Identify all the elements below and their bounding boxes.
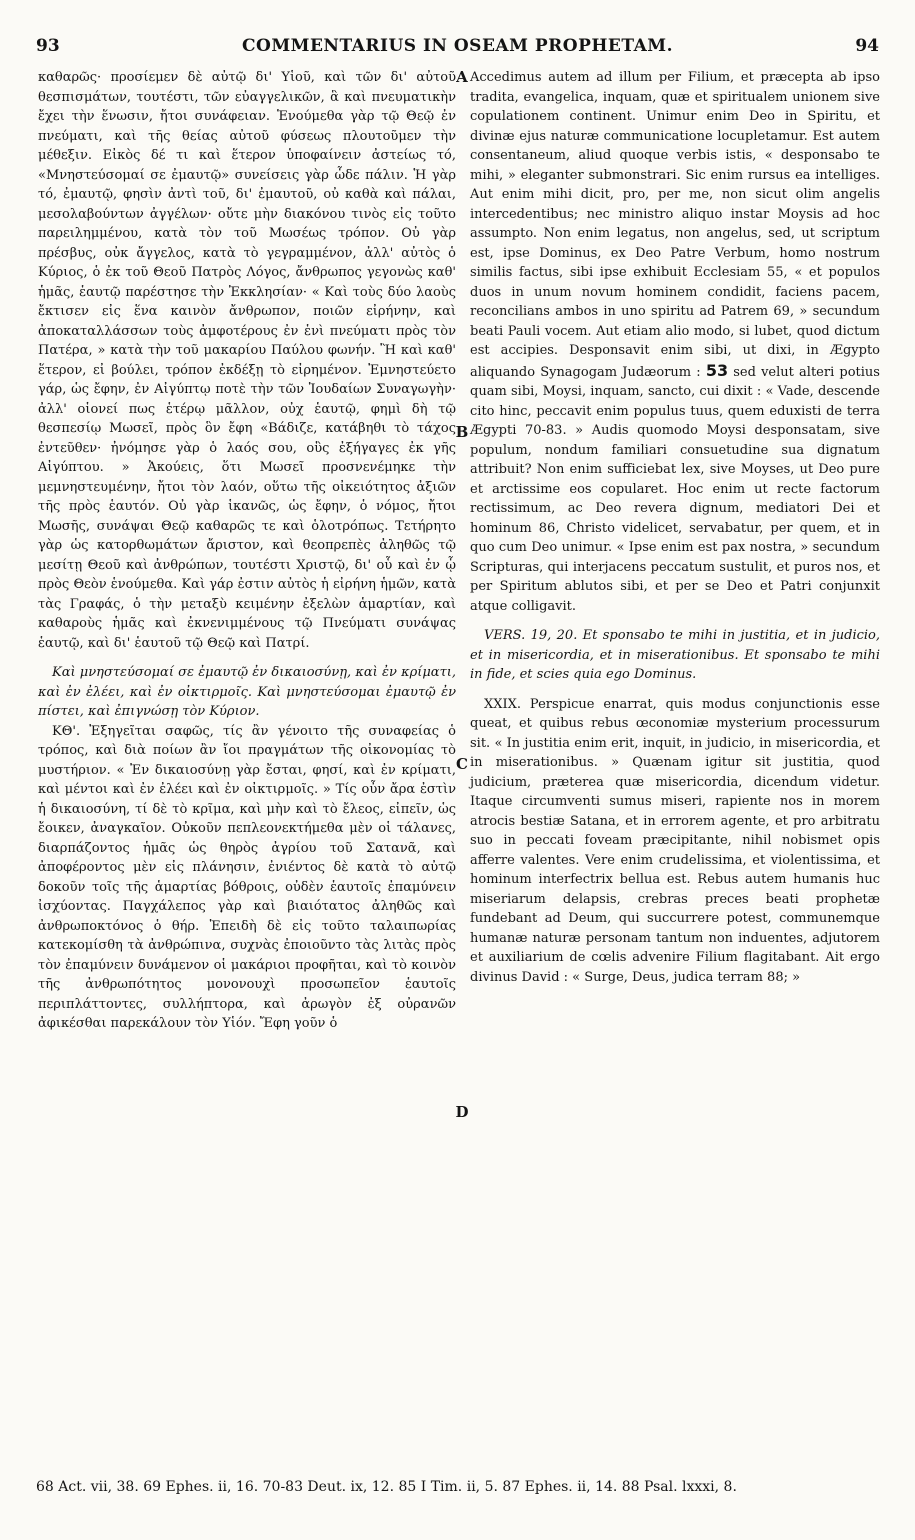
latin-paragraph: XXIX. Perspicue enarrat, quis modus conjunctionis esse queat, et quibus rebus œconomiæ mysterium processurum sit. « In justitia enim erit, inquit, in judicio, in misericordia, et in miserationibus. » Quænam igitur sit justitia, quod judicium, præterea quæ misericordia, dicendum videtur. Itaque circumventi sumus miseri, rapiente nos in morem atrocis bestiæ Satana, et in errorem agente, et pro arbitratu suo in peccati foveam præcipitante, nihil nobismet opis afferre valentes. Vere enim crudelissima, et violentissima, et hominum interfectrix bellua est. Rebus autem humanis huc miseriarum delapsis, crebras preces beati prophetæ fundebant ad Deum, qui succurrere potest, communemque humanæ naturæ personam tantum non induentes, adjutorem et auxiliarium de cœlis advenire Filium flagitabant. Ait ergo divinus David : « Surge, Deus, judica terram 88; » (470, 696, 880, 985)
page-number-right: 94 (855, 36, 879, 56)
latin-verse: VERS. 19, 20. Et sponsabo te mihi in justitia, et in judicio, et in misericordia, et in miserationibus. Et sponsabo te mihi in fide, et scies quia ego Dominus. (470, 628, 880, 682)
greek-column (38, 68, 456, 1034)
margin-letter-a: A (456, 68, 468, 86)
column-number: 53 (705, 360, 729, 380)
greek-verse: Καὶ μνηστεύσομαί σε ἐμαυτῷ ἐν δικαιοσύνῃ, καὶ ἐν κρίματι, καὶ ἐν ἐλέει, καὶ ἐν οἰκτιρμοῖς. Καὶ μνηστεύσομαι ἐμαυτῷ ἐν πίστει, καὶ ἐπιγνώσῃ τὸν Κύριον. (38, 665, 456, 719)
margin-letter-c: C (456, 755, 468, 773)
page-number-left: 93 (36, 36, 60, 56)
latin-text: sed velut alteri potius quam sibi, Moysi, inquam, sancto, cui dixit : « Vade, descende cito hinc, peccavit enim populus tuus, quem eduxisti de terra Ægypti 70-83. » Audis quomodo Moysi desponsatam, sive populum, nondum familiari consuetudine sua dignatum attribuit? Non enim sufficiebat lex, sive Moyses, ut Deo pure et arctissime eos copularet. Hoc enim ut recte factorum rectissimum, ac Deo revera dignum, mediatori Dei et hominum 86, Christo videlicet, servabatur, per quem, et in quo cum Deo unimur. « Ipse enim est pax nostra, » secundum Scripturas, qui interjacens peccatum sustulit, et puros nos, et per Spiritum ablutos sibi, et per se Deo et Patri conjunxit atque colligavit. (470, 364, 880, 614)
greek-paragraph: καθαρῶς· προσίεμεν δὲ αὐτῷ δι' Υἱοῦ, καὶ τῶν δι' αὐτοῦ θεσπισμάτων, τουτέστι, τῶν εὐαγγελικῶν, ἃ καὶ πνευματικὴν ἔχει τὴν ἕνωσιν, ἤτοι συνάφειαν. Ἑνούμεθα γὰρ τῷ Θεῷ ἐν πνεύματι, καὶ τῆς θείας αὐτοῦ φύσεως πλουτοῦμεν τὴν μέθεξιν. Εἰκὸς δέ τι καὶ ἕτερον ὑποφαίνειν ἀστείως τό, «Μνηστεύσομαί σε ἐμαυτῷ» συνείσεις γὰρ ὧδε πάλιν. Ἡ γὰρ τό, ἐμαυτῷ, φησὶν ἀντὶ τοῦ, δι' ἐμαυτοῦ, οὐ καθὰ καὶ πάλαι, μεσολαβούντων ἀγγέλων· οὔτε μὴν διακόνου τινὸς εἰς τοῦτο παρειλημμένου, κατὰ τὸν τοῦ Μωσέως τρόπον. Οὐ γὰρ πρέσβυς, οὐκ ἄγγελος, κατὰ τὸ γεγραμμένον, ἀλλ' αὐτὸς ὁ Κύριος, ὁ ἐκ τοῦ Θεοῦ Πατρὸς Λόγος, ἄνθρωπος γεγονὼς καθ' ἡμᾶς, ἑαυτῷ παρέστησε τὴν Ἐκκλησίαν· « Καὶ τοὺς δύο λαοὺς ἔκτισεν εἰς ἕνα καινὸν ἄνθρωπον, ποιῶν εἰρήνην, καὶ ἀποκαταλλάσσων τοὺς ἀμφοτέρους ἐν ἑνὶ πνεύματι πρὸς τὸν Πατέρα, » κατὰ τὴν τοῦ μακαρίου Παύλου φωνήν. Ἢ καὶ καθ' ἕτερον, εἰ βούλει, τρόπον ἐκδέξῃ τὸ εἰρημένον. Ἐμνηστεύετο γάρ, ὡς ἔφην, ἐν Αἰγύπτῳ ποτὲ τὴν τῶν Ἰουδαίων Συναγωγὴν· ἀλλ' οἱονεί πως ἑτέρῳ μᾶλλον, οὐχ ἑαυτῷ, φημὶ δὴ τῷ θεσπεσίῳ Μωσεῖ, πρὸς ὃν ἔφη «Βάδιζε, κατάβηθι τὸ τάχος ἐντεῦθεν· ἠνόμησε γὰρ ὁ λαός σου, οὓς ἐξήγαγες ἐκ γῆς Αἰγύπτου. » Ἀκούεις, ὅτι Μωσεῖ προσνενέμηκε τὴν μεμνηστευμένην, ἤτοι τὸν λαόν, οὕτω τῆς οἰκειότητος ἀξιῶν τῆς πρὸς ἑαυτόν. Οὐ γὰρ ἱκανῶς, ὡς ἔφην, ὁ νόμος, ἤτοι Μωσῆς, συνάψαι Θεῷ καθαρῶς τε καὶ ὁλοτρόπως. Τετήρητο γὰρ ὡς κατορθωμάτων ἄριστον, καὶ θεοπρεπὲς ἀληθῶς τῷ μεσίτῃ Θεοῦ καὶ ἀνθρώπων, τουτέστι Χριστῷ, δι' οὗ καὶ ἐν ᾧ πρὸς Θεὸν ἑνούμεθα. Καὶ γάρ ἐστιν αὐτὸς ἡ εἰρήνη ἡμῶν, κατὰ τὰς Γραφάς, ὁ τὴν μεταξὺ κειμένην ἐξελὼν ἁμαρτίαν, καὶ καθαροὺς ἡμᾶς καὶ ἐκνενιμμένους τῷ Πνεύματι συνάψας ἑαυτῷ, καὶ δι' ἑαυτοῦ τῷ Θεῷ καὶ Πατρί. (38, 70, 456, 651)
latin-text: Accedimus autem ad illum per Filium, et præcepta ab ipso tradita, evangelica, inquam, quæ et spiritualem unionem sive copulationem continent. Unimur enim Deo in Spiritu, et divinæ ejus naturæ communicatione locupletamur. Est autem consentaneum, aliud quoque verbis istis, « desponsabo te mihi, » eleganter submonstrari. Sic enim rursus ea intelliges. Aut enim mihi dicit, pro, per me, non sicut olim angelis intercedentibus; nec ministro aliquo instar Moysis ad hoc assumpto. Non enim legatus, non angelus, sed, ut scriptum est, ipse Dominus, ex Deo Patre Verbum, homo nostrum similis factus, sibi ipse exhibuit Ecclesiam 55, « et populos duos in unum novum hominem condidit, faciens pacem, reconcilians ambos in uno spiritu ad Patrem 69, » secundum beati Pauli vocem. Aut etiam alio modo, si lubet, quod dictum est accipies. Desponsavit enim sibi, ut dixi, in Ægypto aliquando Synagogam Judæorum : (470, 70, 880, 380)
footnotes: 68 Act. vii, 38. 69 Ephes. ii, 16. 70-83 Deut. ix, 12. 85 I Tim. ii, 5. 87 Ephes. ii, 14. 88 Psal. lxxxi, 8. (36, 1479, 737, 1495)
latin-paragraph (470, 68, 880, 616)
greek-paragraph: ΚΘ'. Ἐξηγεῖται σαφῶς, τίς ἂν γένοιτο τῆς συναφείας ὁ τρόπος, καὶ διὰ ποίων ἂν ἴοι πραγμάτων τῆς οἰκονομίας τὸ μυστήριον. « Ἐν δικαιοσύνῃ γὰρ ἔσται, φησί, καὶ ἐν κρίματι, καὶ μέντοι καὶ ἐν ἐλέει καὶ ἐν οἰκτιρμοῖς. » Τίς οὖν ἄρα ἐστὶν ἡ δικαιοσύνη, τί δὲ τὸ κρῖμα, καὶ μὴν καὶ τὸ ἔλεος, εἰπεῖν, ὡς ἔοικεν, ἀναγκαῖον. Οὐκοῦν πεπλεονεκτήμεθα μὲν οἱ τάλανες, διαρπάζοντος ἡμᾶς ὡς θηρὸς ἀγρίου τοῦ Σατανᾶ, καὶ ἀποφέροντος μὲν εἰς πλάνησιν, ἐνιέντος δὲ κατὰ τὸ αὐτῷ δοκοῦν τοῖς τῆς ἁμαρτίας βόθροις, οὐδὲν ἑαυτοῖς ἐπαμύνειν ἰσχύοντας. Παγχάλεπος γὰρ καὶ βιαιότατος ἀληθῶς καὶ ἀνθρωποκτόνος ὁ θήρ. Ἐπειδὴ δὲ εἰς τοῦτο ταλαιπωρίας κατεκομίσθη τὰ ἀνθρώπινα, συχνὰς ἐποιοῦντο τὰς λιτὰς πρὸς τὸν ἐπαμύνειν δυνάμενον οἱ μακάριοι προφῆται, καὶ τὸ κοινὸν τῆς ἀνθρωπότητος μονονουχὶ προσωπεῖον ἑαυτοῖς περιπλάττοντες, συλλήπτορα, καὶ ἀρωγὸν ἐξ οὐρανῶν ἀφικέσθαι παρεκάλουν τὸν Υἱόν. Ἔφη γοῦν ὁ (38, 723, 456, 1031)
running-title: COMMENTARIUS IN OSEAM PROPHETAM. (241, 36, 674, 56)
latin-column (470, 68, 880, 987)
margin-letter-b: B (455, 423, 469, 441)
running-header (36, 36, 879, 60)
margin-letter-d: D (455, 1103, 469, 1121)
